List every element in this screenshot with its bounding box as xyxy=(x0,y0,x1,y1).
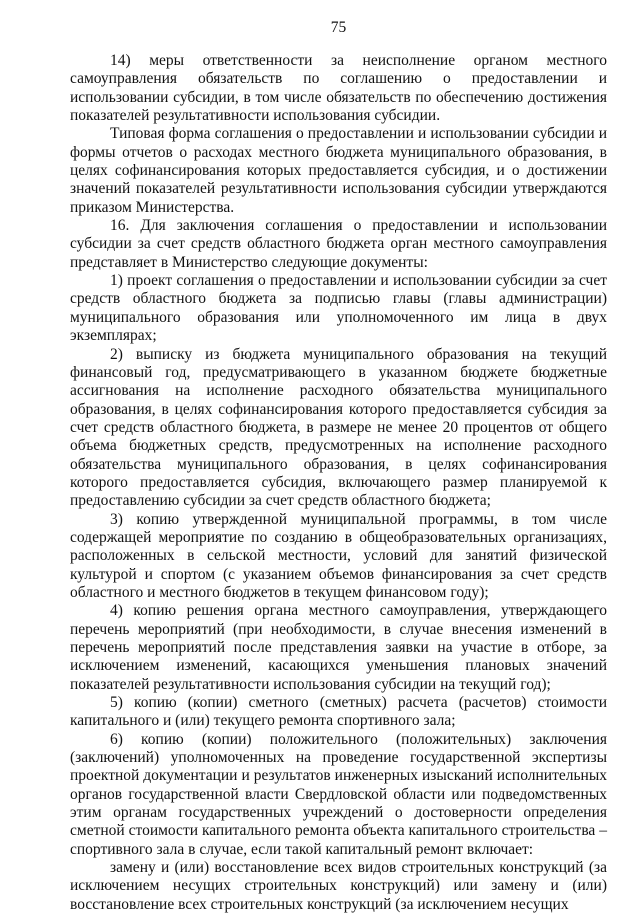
paragraph-item-14: 14) меры ответственности за неисполнение органом местного самоуправления обязательств по соглашению о предоставлении и использовании субсидии, в том числе обязательств по обеспечению достижения показателей результативности использования субсидии. xyxy=(70,52,607,125)
paragraph-item-16: 16. Для заключения соглашения о предоставлении и использовании субсидии за счет средств областного бюджета орган местного самоуправления представляет в Министерство следующие документы: xyxy=(70,217,607,271)
list-item-2: 2) выписку из бюджета муниципального образования на текущий финансовый год, предусматривающего в указанном бюджете бюджетные ассигнования на исполнение расходного обязательства муниципального образования, в целях софинансирования которого предоставляется субсидия за счет средств областного бюджета, в размере не менее 20 процентов от общего объема бюджетных средств, предусмотренных на исполнение расходного обязательства муниципального образования, в целях софинансирования которого предоставляется субсидия, включающего размер планируемой к предоставлению субсидии за счет средств областного бюджета; xyxy=(70,345,607,510)
list-item-5: 5) копию (копии) сметного (сметных) расчета (расчетов) стоимости капитального и (или) текущего ремонта спортивного зала; xyxy=(70,694,607,730)
list-item-1: 1) проект соглашения о предоставлении и использовании субсидии за счет средств областного бюджета за подписью главы (главы администрации) муниципального образования или уполномоченного им лица в двух экземплярах; xyxy=(70,272,607,345)
paragraph-replacement: замену и (или) восстановление всех видов строительных конструкций (за исключением несущих строительных конструкций) или замену и (или) восстановление всех строительных конструкций (за исключением несущих xyxy=(70,859,607,913)
page-number: 75 xyxy=(330,19,347,36)
list-item-4: 4) копию решения органа местного самоуправления, утверждающего перечень мероприятий (при необходимости, в случае внесения изменений в перечень мероприятий после представления заявки на участие в отборе, за исключением изменений, касающихся уменьшения плановых значений показателей результативности использования субсидии на текущий год); xyxy=(70,602,607,693)
paragraph-standard-form: Типовая форма соглашения о предоставлении и использовании субсидии и формы отчетов о расходах местного бюджета муниципального образования, в целях софинансирования которых предоставляется субсидия, и о достижении значений показателей результативности использования субсидии утверждаются приказом Министерства. xyxy=(70,125,607,216)
list-item-3: 3) копию утвержденной муниципальной программы, в том числе содержащей мероприятие по созданию в общеобразовательных организациях, расположенных в сельской местности, условий для занятий физической культурой и спортом (с указанием объемов финансирования за счет средств областного и местного бюджетов в текущем финансовом году); xyxy=(70,510,607,601)
list-item-6: 6) копию (копии) положительного (положительных) заключения (заключений) уполномоченных на проведение государственной экспертизы проектной документации и результатов инженерных изысканий исполнительных органов государственной власти Свердловской области или подведомственных этим органам государственных учреждений о достоверности определения сметной стоимости капитального ремонта объекта капитального строительства – спортивного зала в случае, если такой капитальный ремонт включает: xyxy=(70,730,607,858)
